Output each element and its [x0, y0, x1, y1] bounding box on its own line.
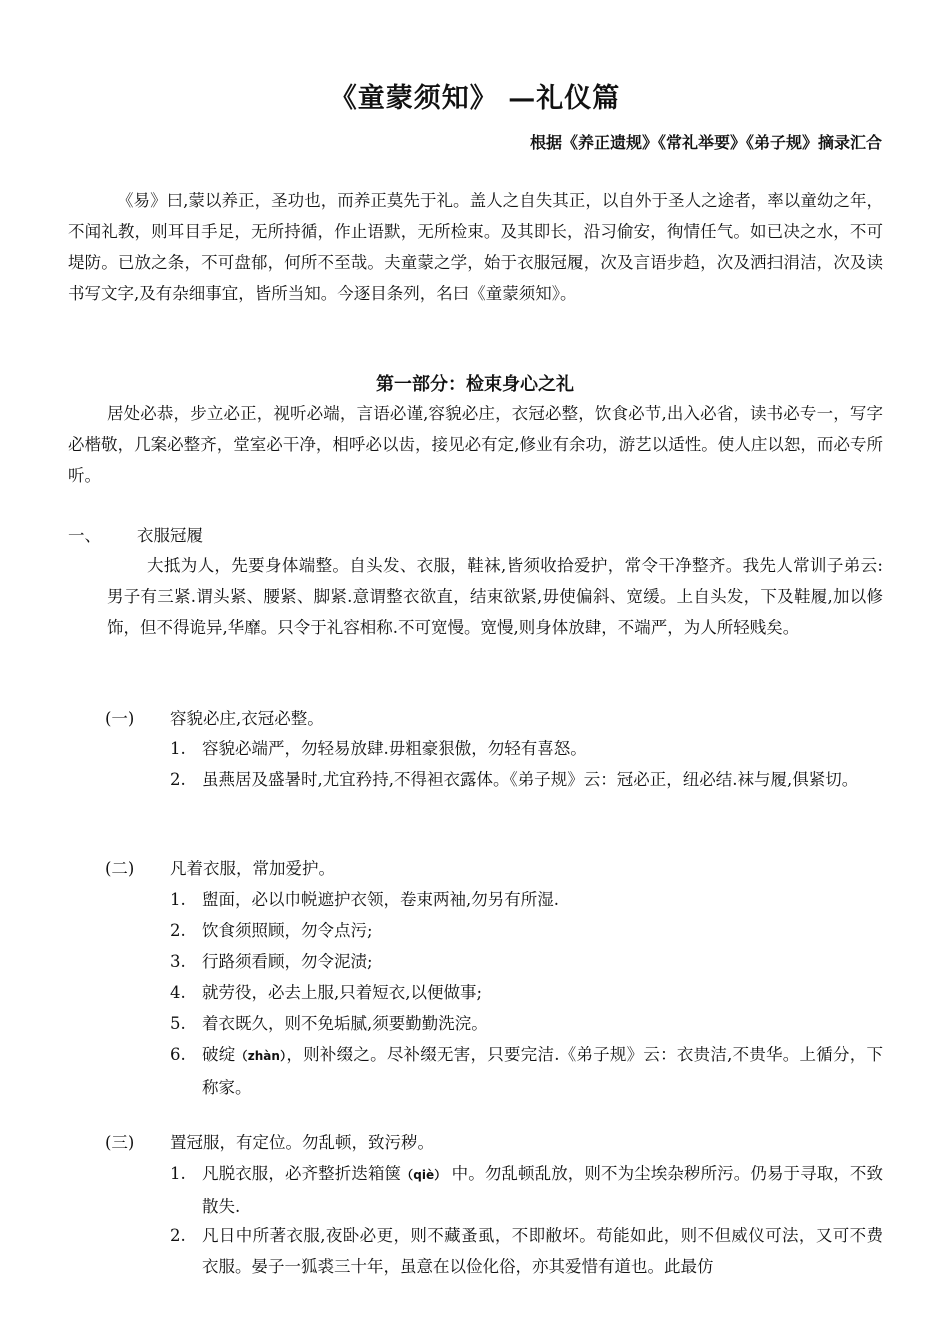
list-item-text: 着衣既久，则不免垢腻,须要勤勤洗浣。 — [202, 1014, 488, 1033]
subsection-title: 容貌必庄,衣冠必整。 — [170, 709, 324, 728]
part1-paragraph: 居处必恭，步立必正，视听必端，言语必谨,容貌必庄，衣冠必整，饮食必节,出入必省，读书必专一，写字必楷敬，几案必整齐，堂室必干净，相呼必以齿，接见必有定,修业有余功，游艺以适性。使人庄以恕，而必专所听。 — [68, 404, 883, 485]
section1-number: 一、 — [68, 526, 101, 545]
list-item-number: 6. — [170, 1045, 186, 1064]
subsection-title: 凡着衣服，常加爱护。 — [170, 859, 335, 878]
subsection-number: (三) — [105, 1133, 135, 1152]
list-item-number: 1. — [170, 1164, 186, 1183]
section1-title: 衣服冠履 — [137, 526, 203, 545]
list-item-text: 盥面，必以巾帨遮护衣领，卷束两袖,勿另有所湿. — [202, 890, 559, 909]
list-item-text: 容貌必端严，勿轻易放肆.毋粗豪狠傲，勿轻有喜怒。 — [202, 739, 587, 758]
intro-paragraph: 《易》曰,蒙以养正，圣功也，而养正莫先于礼。盖人之自失其正，以自外于圣人之途者，率以童幼之年，不闻礼教，则耳目手足，无所持循，作止语默，无所检束。及其即长，沿习偷安，徇情任气。如已决之水，不可堤防。已放之条，不可盘郁，何所不至哉。夫童蒙之学，始于衣服冠履，次及言语步趋，次及洒扫涓洁，次及读书写文字,及有杂细事宜，皆所当知。今逐目条列，名曰《童蒙须知》。 — [68, 191, 883, 303]
list-item-text: 行路须看顾，勿令泥渍; — [202, 952, 373, 971]
document-subtitle: 根据《养正遗规》《常礼举要》《弟子规》摘录汇合 — [529, 133, 882, 152]
item-text-lead: 破绽 — [202, 1045, 236, 1064]
list-item-number: 4. — [170, 983, 186, 1002]
list-item-number: 1. — [170, 890, 186, 909]
list-item-number: 3. — [170, 952, 186, 971]
list-item-number: 2. — [170, 921, 186, 940]
item-text-lead: 凡脱衣服，必齐整折迭箱箧 — [202, 1164, 402, 1183]
list-item-number: 5. — [170, 1014, 186, 1033]
list-item-text: 饮食须照顾，勿令点污; — [202, 921, 373, 940]
subsection-number: (一) — [105, 709, 135, 728]
list-item-text: 虽燕居及盛暑时,尤宜矜持,不得袒衣露体。《弟子规》云：冠必正，纽必结.袜与履,俱紧切。 — [202, 770, 859, 789]
list-item-number: 2. — [170, 1226, 186, 1245]
list-item-text: 凡日中所著衣服,夜卧必更，则不藏蚤虱，不即敝坏。苟能如此，则不但威仪可法，又可不费衣服。晏子一狐裘三十年，虽意在以俭化俗，亦其爱惜有道也。此最仿 — [202, 1226, 883, 1276]
list-item-text — [202, 1039, 883, 1103]
list-item-text — [202, 1158, 883, 1222]
item-text-rest: 中。勿乱顿乱放，则不为尘埃杂秽所污。仍易于寻取，不致散失. — [202, 1164, 884, 1216]
pinyin-annotation: （zhàn） — [235, 1049, 287, 1063]
subsection-title: 置冠服，有定位。勿乱顿，致污秽。 — [170, 1133, 434, 1152]
list-item-number: 2. — [170, 770, 186, 789]
pinyin-annotation: （qiè） — [401, 1168, 447, 1182]
list-item-text: 就劳役，必去上服,只着短衣,以便做事; — [202, 983, 483, 1002]
section1-paragraph: 大抵为人，先要身体端整。自头发、衣服，鞋袜,皆须收拾爱护，常令干净整齐。我先人常训子弟云:男子有三紧.谓头紧、腰紧、脚紧.意谓整衣欲直，结束欲紧,毋使偏斜、宽缓。上自头发，下及鞋履,加以修饰，但不得诡异,华靡。只令于礼容相称.不可宽慢。宽慢,则身体放肆，不端严，为人所轻贱矣。 — [107, 556, 883, 637]
list-item-number: 1. — [170, 739, 186, 758]
item-text-rest: ，则补缀之。尽补缀无害，只要完洁.《弟子规》云：衣贵洁,不贵华。上循分，下称家。 — [202, 1045, 883, 1097]
document-title: 《童蒙须知》 —礼仪篇 — [329, 83, 621, 114]
part1-heading: 第一部分：检束身心之礼 — [376, 374, 574, 395]
subsection-number: (二) — [105, 859, 135, 878]
